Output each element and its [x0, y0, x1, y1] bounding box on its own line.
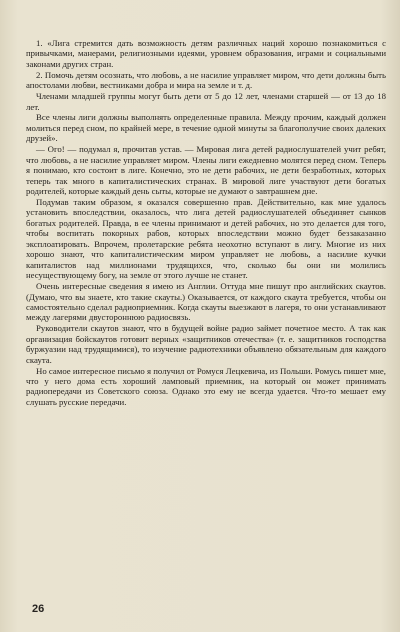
- paragraph-england-scouts: Очень интересные сведения я имею из Англии. Оттуда мне пишут про английских скаутов. (Думаю, что вы знаете, кто такие скауты.) Оказывается, от каждого скаута требуется, чтобы он самостоятельно сделал радиоприемник. Когда скауты выезжают в лагеря, то они устанавливают между лагерями двустороннюю радиосвязь.: [26, 281, 386, 323]
- paragraph-conclusion: Подумав таким образом, я оказался совершенно прав. Действительно, как мне удалось установить впоследствии, оказалось, что лига детей радиослушателей объединяет сынков богатых родителей. Правда, в ее члены принимают и детей рабочих, но это делается для того, чтобы воспитать покорных рабов, которых впоследствии можно будет беззаказанно эксплоатировать. Впрочем, пролетарские ребята неохотно вступают в лигу. Многие из них хорошо знают, что капиталистическим миром управляет не любовь, а насилие кучки капиталистов над миллионами трудящихся, что, сколько бы они ни молились несуществующему богу, на земле от этого лучше не станет.: [26, 196, 386, 281]
- paragraph-lig-aim-1: 1. «Лига стремится дать возможность детям различных наций хорошо познакомиться с привычками, манерами, религиозными идеями, уровнем образования, играми и социальными законами других стран.: [26, 38, 386, 69]
- paragraph-scout-leaders: Руководители скаутов знают, что в будущей войне радио займет почетное место. А так как организация бойскаутов готовит верных «защитников отечества» (т. е. защитников господства буржуазии над трудящимися), то изучение радиотехники объявлено обязательным для каждого скаута.: [26, 323, 386, 365]
- page-number: 26: [32, 603, 45, 615]
- paragraph-lig-aim-2: 2. Помочь детям осознать, что любовь, а не насилие управляет миром, что дети должны быть апостолами любви, вестниками добра и мира на земле и т. д.: [26, 69, 386, 91]
- paragraph-rules: Все члены лиги должны выполнять определенные правила. Между прочим, каждый должен молиться перед сном, по крайней мере, в течение одной минуты за благополучие своих далеких друзей».: [26, 112, 386, 144]
- paragraph-membership-ages: Членами младшей группы могут быть дети от 5 до 12 лет, членами старшей — от 13 до 18 лет.: [26, 91, 386, 112]
- page-body-text: [26, 38, 386, 407]
- paragraph-reaction: — Ого! — подумал я, прочитав устав. — Мировая лига детей радиослушателей учит ребят, что любовь, а не насилие управляет миром. Члены лиги ежедневно молятся перед сном. Теперь я понимаю, кто состоит в лиге. Конечно, это не дети рабочих, не дети безработных, которых теперь так много в капиталистических странах. В мировой лиге участвуют дети богатых родителей, которые каждый день сыты, которые не думают о завтрашнем дне.: [26, 144, 386, 197]
- paragraph-poland-letter: Но самое интересное письмо я получил от Ромуся Лецкевича, из Польши. Ромусь пишет мне, что у него дома есть хороший ламповый приемник, на который он может принимать радиопередачи из Советского союза. Однако это ему не всегда удается. Что-то мешает ему слушать русские передачи.: [26, 365, 386, 407]
